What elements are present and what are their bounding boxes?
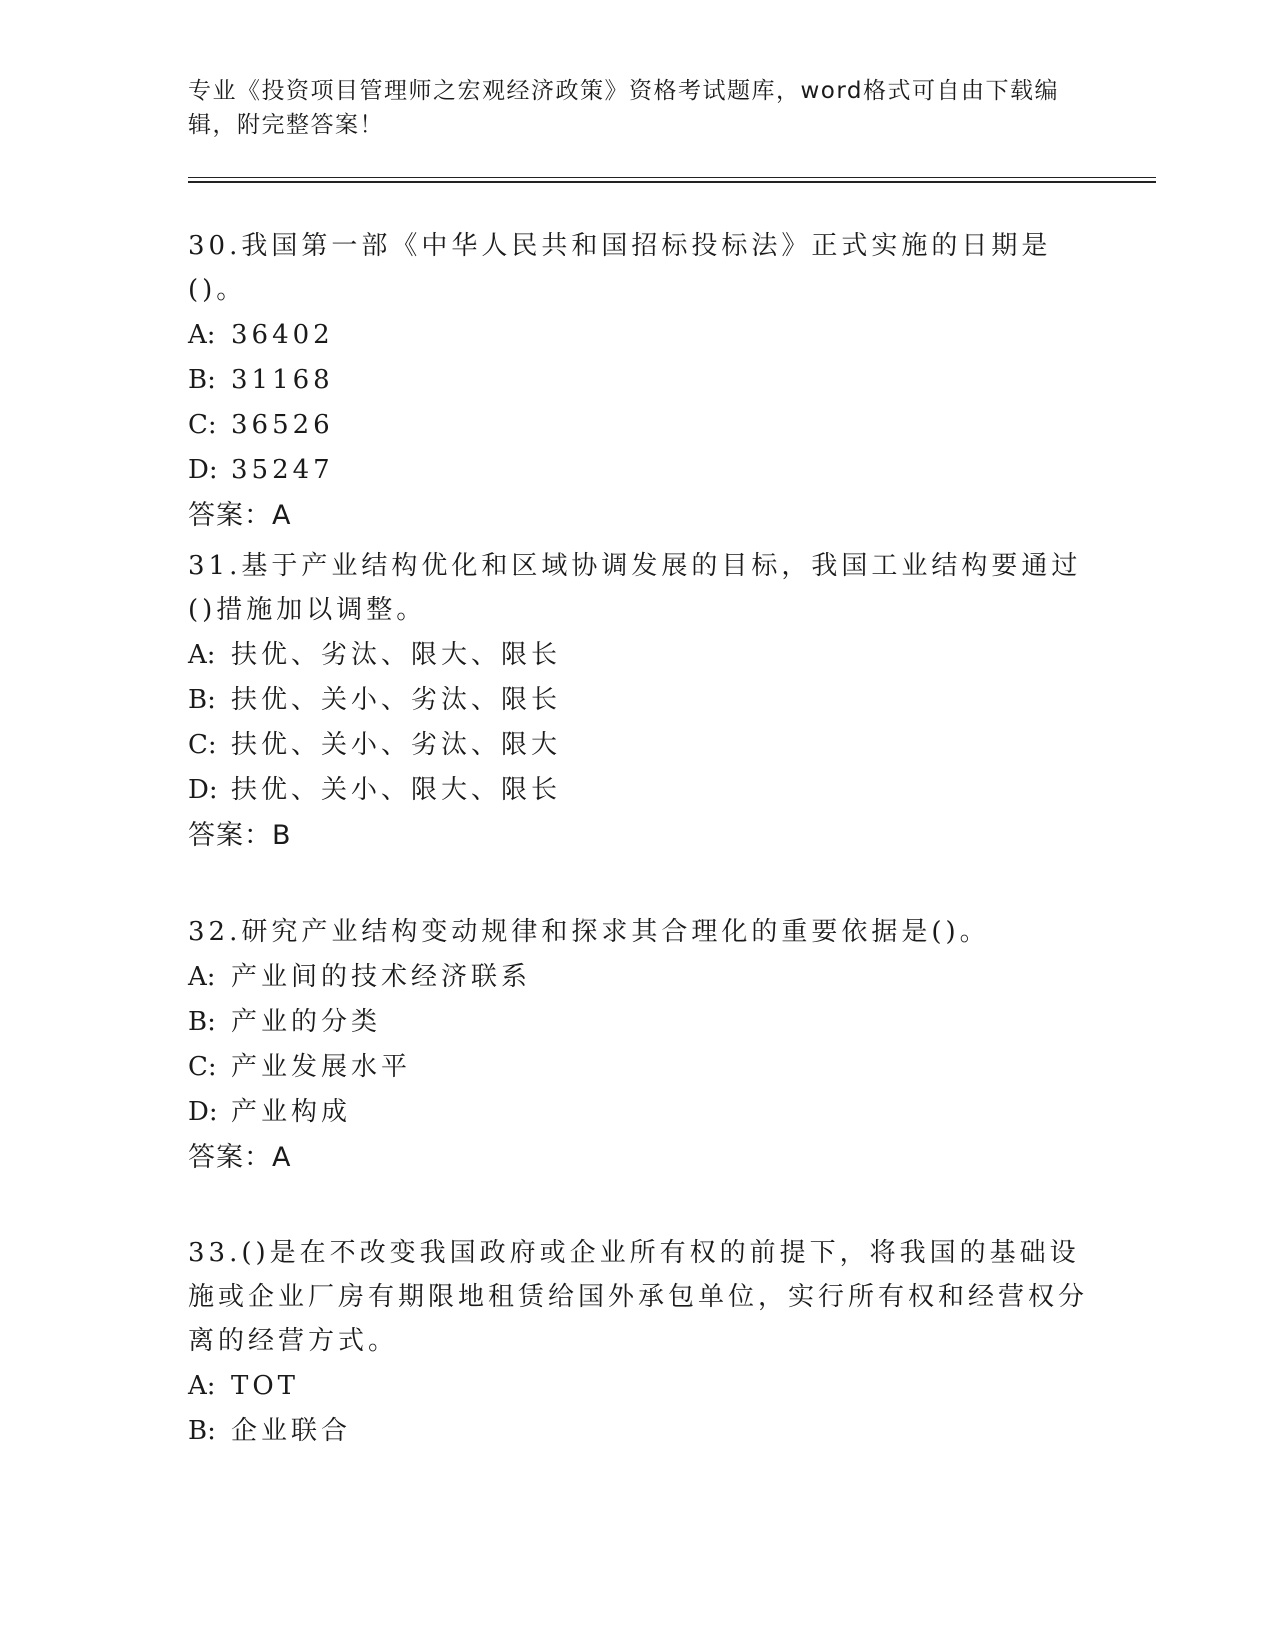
option-a [188, 313, 1088, 358]
option-letter: B: [188, 1007, 216, 1037]
option-d [188, 768, 1088, 813]
option-text: 产业发展水平 [231, 1052, 412, 1082]
question-32 [188, 910, 1088, 1181]
option-text: 扶优、关小、劣汰、限大 [231, 730, 562, 760]
option-text: 扶优、关小、劣汰、限长 [231, 685, 562, 715]
option-d [188, 1090, 1088, 1135]
option-b [188, 358, 1088, 403]
option-text: TOT [231, 1371, 299, 1401]
option-text: 企业联合 [231, 1416, 352, 1446]
option-letter: A: [188, 640, 216, 670]
option-c [188, 723, 1088, 768]
document-header: 专业《投资项目管理师之宏观经济政策》资格考试题库，word格式可自由下载编辑，附完整答案！ [188, 78, 1060, 138]
option-text: 36402 [231, 320, 334, 350]
option-letter: B: [188, 685, 216, 715]
question-stem: 33.()是在不改变我国政府或企业所有权的前提下，将我国的基础设施或企业厂房有期限地租赁给国外承包单位，实行所有权和经营权分离的经营方式。 [188, 1238, 1089, 1356]
option-letter: A: [188, 962, 216, 992]
option-b [188, 1409, 1088, 1454]
option-letter: D: [188, 775, 218, 805]
answer-key: 答案：A [188, 500, 292, 531]
option-letter: B: [188, 1416, 216, 1446]
option-b [188, 678, 1088, 723]
option-letter: C: [188, 410, 217, 440]
option-letter: C: [188, 730, 217, 760]
answer-key: 答案：A [188, 1142, 292, 1173]
option-b [188, 1000, 1088, 1045]
option-letter: A: [188, 320, 216, 350]
question-31 [188, 544, 1088, 859]
option-letter: D: [188, 1097, 218, 1127]
option-text: 36526 [231, 410, 334, 440]
option-letter: D: [188, 455, 218, 485]
question-stem: 31.基于产业结构优化和区域协调发展的目标，我国工业结构要通过()措施加以调整。 [188, 551, 1082, 625]
option-text: 产业构成 [231, 1097, 352, 1127]
option-text: 35247 [231, 455, 334, 485]
answer-key: 答案：B [188, 820, 292, 851]
option-text: 扶优、关小、限大、限长 [231, 775, 562, 805]
option-letter: C: [188, 1052, 217, 1082]
option-a [188, 1364, 1088, 1409]
question-33 [188, 1231, 1088, 1454]
option-letter: A: [188, 1371, 216, 1401]
question-stem: 32.研究产业结构变动规律和探求其合理化的重要依据是()。 [188, 917, 990, 947]
question-30 [188, 224, 1088, 539]
option-text: 产业间的技术经济联系 [231, 962, 532, 992]
option-d [188, 448, 1088, 493]
option-text: 产业的分类 [231, 1007, 382, 1037]
option-c [188, 403, 1088, 448]
option-c [188, 1045, 1088, 1090]
header-divider-thin [188, 177, 1156, 178]
option-text: 扶优、劣汰、限大、限长 [231, 640, 562, 670]
question-stem: 30.我国第一部《中华人民共和国招标投标法》正式实施的日期是()。 [188, 231, 1052, 305]
header-divider-thick [188, 181, 1156, 183]
option-letter: B: [188, 365, 216, 395]
option-text: 31168 [231, 365, 334, 395]
option-a [188, 633, 1088, 678]
option-a [188, 955, 1088, 1000]
